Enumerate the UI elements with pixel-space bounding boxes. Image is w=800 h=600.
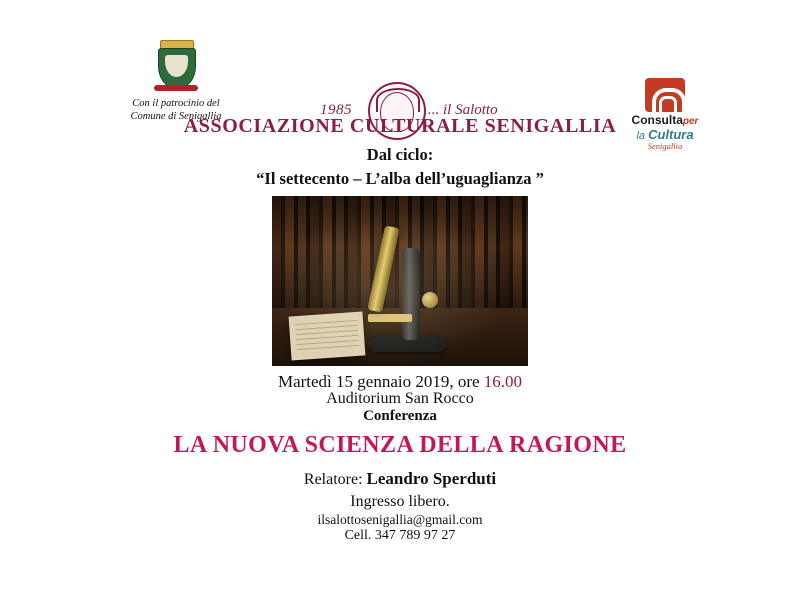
event-date-text: Martedì 15 gennaio 2019, ore (277, 372, 484, 391)
consulta-city: Senigallia (647, 141, 683, 152)
speaker-label: Relatore: (303, 471, 367, 488)
cycle-label: Dal ciclo: (366, 145, 434, 164)
consulta-word-consulta-text: Consulta (631, 113, 683, 127)
entry-info: Ingresso libero. (350, 493, 450, 510)
salotto-name: ... il Salotto (428, 102, 498, 118)
association-title: ASSOCIAZIONE CULTURALE SENIGALLIA (183, 115, 617, 137)
patronage-caption-line1: Con il patrocinio del (132, 98, 220, 109)
speaker-name: Leandro Sperduti (366, 469, 497, 488)
antique-microscope-and-books-photo (272, 196, 528, 366)
consulta-word-per: per (682, 116, 699, 127)
event-hour: 16.00 (483, 372, 523, 391)
comune-patronage-block (96, 40, 256, 123)
event-venue: Auditorium San Rocco (326, 390, 474, 407)
cycle-block (0, 143, 800, 191)
contact-phone: Cell. 347 789 97 27 (344, 528, 456, 543)
event-speaker (0, 469, 800, 489)
salotto-year: 1985 (320, 102, 352, 118)
photo-light-glow (272, 196, 528, 366)
coat-of-arms-icon (154, 40, 198, 92)
patronage-caption-line2: Comune di Senigallia (130, 111, 222, 123)
contact-email[interactable]: ilsalottosenigallia@gmail.com (317, 512, 483, 527)
consulta-arch-icon (645, 78, 685, 112)
consulta-word-cultura-text: Cultura (648, 126, 694, 142)
consulta-word-la: la (636, 129, 645, 142)
event-date (0, 372, 800, 392)
event-kind: Conferenza (363, 408, 437, 424)
event-title: LA NUOVA SCIENZA DELLA RAGIONE (173, 432, 627, 458)
cycle-title: “Il settecento – L’alba dell’uguaglianza ” (256, 168, 544, 188)
